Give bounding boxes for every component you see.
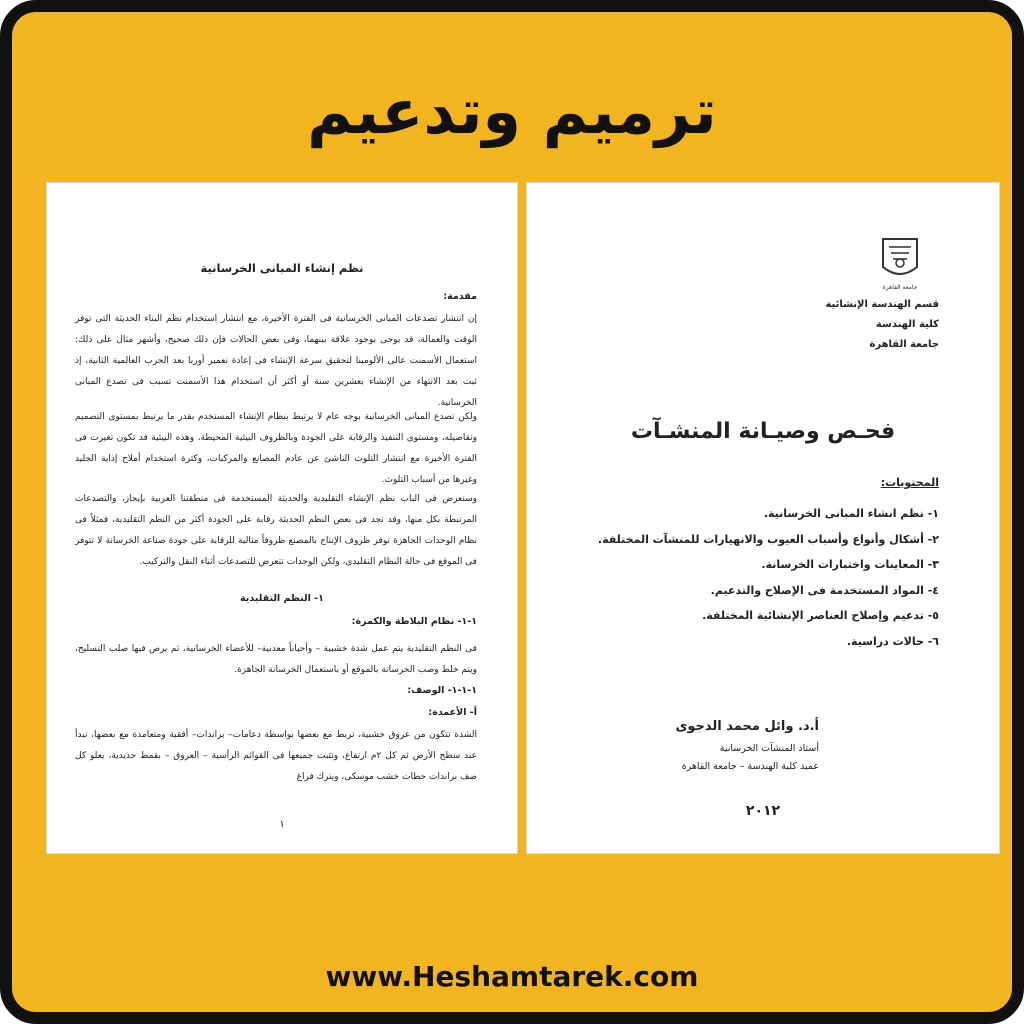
toc-item: ٢- أشكال وأنواع وأسباب العيوب والانهيارات للمنشآت المختلفة.	[597, 532, 939, 546]
institution-line-1: قسم الهندسة الإنشائية	[825, 299, 939, 310]
document-page-right	[526, 182, 1000, 854]
cairo-university-logo-icon	[879, 233, 921, 293]
paragraph-5: الشدة تتكون من عروق خشبية، تربط مع بعضها بواسطة دعامات– براندات– أفقية ومتعامدة مع بعضها، تبدأ عند سطح الأرض ثم كل ٢م ارتفاع، وتثبت جميعها فى القوائم الرأسية – العروق – بقمط حديدية، يعلو كل صف براندات حطات خشب موسكى، ويترك فراغ	[75, 730, 477, 782]
intro-label: مقدمة:	[443, 291, 477, 302]
toc-item: ٣- المعاينات واختبارات الخرسانة.	[761, 558, 939, 571]
logo-caption: جامعة القاهرة	[882, 284, 918, 291]
institution-line-3: جامعة القاهرة	[869, 339, 939, 350]
institution-line-2: كلية الهندسة	[875, 319, 939, 330]
paragraph-2: ولكن تصدع المبانى الخرسانية بوجه عام لا يرتبط بنظام الإنشاء المستخدم بقدر ما يرتبط بمستوى التصميم وتفاصيله، ومستوى التنفيذ والرقابة على الجودة وبالظروف البيئية المحيطة، وهذه البيئية قد تكون تغيرت فى الفترة الأخيرة مع انتشار التلوث الناشئ عن عادم المصانع والمركبات، وكثرة استخدام أملاح إذابة الجليد وغيرها من أسباب التلوث.	[75, 412, 477, 485]
author-title: أستاذ المنشآت الخرسانية	[719, 743, 819, 754]
publication-year: ٢٠١٢	[745, 803, 781, 819]
sub-heading-a: أ- الأعمدة:	[428, 707, 477, 718]
website-url: www.Heshamtarek.com	[325, 960, 699, 993]
left-page-title: نظم إنشاء المبانى الخرسانية	[200, 261, 364, 275]
page-number: ١	[279, 819, 285, 830]
toc-item: ٦- حالات دراسية.	[846, 634, 939, 648]
section-heading-1-1-1: ١-١-١- الوصف:	[407, 685, 477, 696]
author-role: عميد كلية الهندسة – جامعة القاهرة	[681, 761, 819, 772]
section-heading-1: ١- النظم التقليدية	[240, 593, 324, 604]
toc-item: ٤- المواد المستخدمة فى الإصلاح والتدعيم.	[710, 583, 939, 597]
document-page-left	[46, 182, 518, 854]
toc-item: ٥- تدعيم وإصلاح العناصر الإنشائية المختلفة.	[702, 609, 939, 622]
toc-item: ١- نظم انشاء المبانى الخرسانية.	[763, 507, 939, 520]
paragraph-3: وسنعرض فى الباب نظم الإنشاء التقليدية والحديثة المستخدمة فى منطقتنا العربية بإيجاز، والتصدعات المرتبطة بكل منها، وقد نجد فى بعض النظم الحديثة رقابة على الجودة أكثر من النظم التقليدية، فمثلاً فى نظام الوحدات الجاهزة توفر ظروف الإنتاج بالمصنع ظروفاً مثالية للرقابة على جودة صناعة الخرسانة لا تتوفر فى الموقع فى حالة النظام التقليدى، ولكن الوحدات تتعرض للتصدعات أثناء النقل والتركيب.	[75, 494, 477, 567]
toc-label: المحتويات:	[880, 476, 939, 489]
book-title: فحـص وصيـانة المنشـآت	[630, 419, 896, 444]
paragraph-4: فى النظم التقليدية يتم عمل شدة خشبية – وأحياناً معدنية– للأعضاء الخرسانية، ثم يرص فيها صلب التسليح، ويتم خلط وصب الخرسانة بالموقع أو باستعمال الخرسانة الجاهزة.	[75, 644, 477, 675]
table-of-contents	[598, 501, 939, 654]
page-heading: ترميم وتدعيم	[307, 75, 717, 148]
author-name: أ.د. وائل محمد الدجوى	[675, 719, 819, 734]
section-heading-1-1: ١-١- نظام البلاطة والكمرة:	[351, 616, 477, 627]
paragraph-1: إن انتشار تصدعات المبانى الخرسانية فى الفترة الأخيرة، مع انتشار استخدام نظم البناء الحديثة التى توفر الوقت والعمالة، قد يوحى بوجود علاقة بينهما، وفى بعض الحالات فإن ذلك صحيح، وأشهر مثال على ذلك: استعمال الأسمنت عالى الألومينا لتحقيق سرعة الإنشاء فى إعادة تعمير أوربا بعد الحرب العالمية الثانية، إذ ثبت بعد الانتهاء من الإنشاء بعشرين سنة أو أكثر أن استخدام هذا الأسمنت تسبب فى تصدع المبانى الخرسانية.	[75, 314, 477, 408]
